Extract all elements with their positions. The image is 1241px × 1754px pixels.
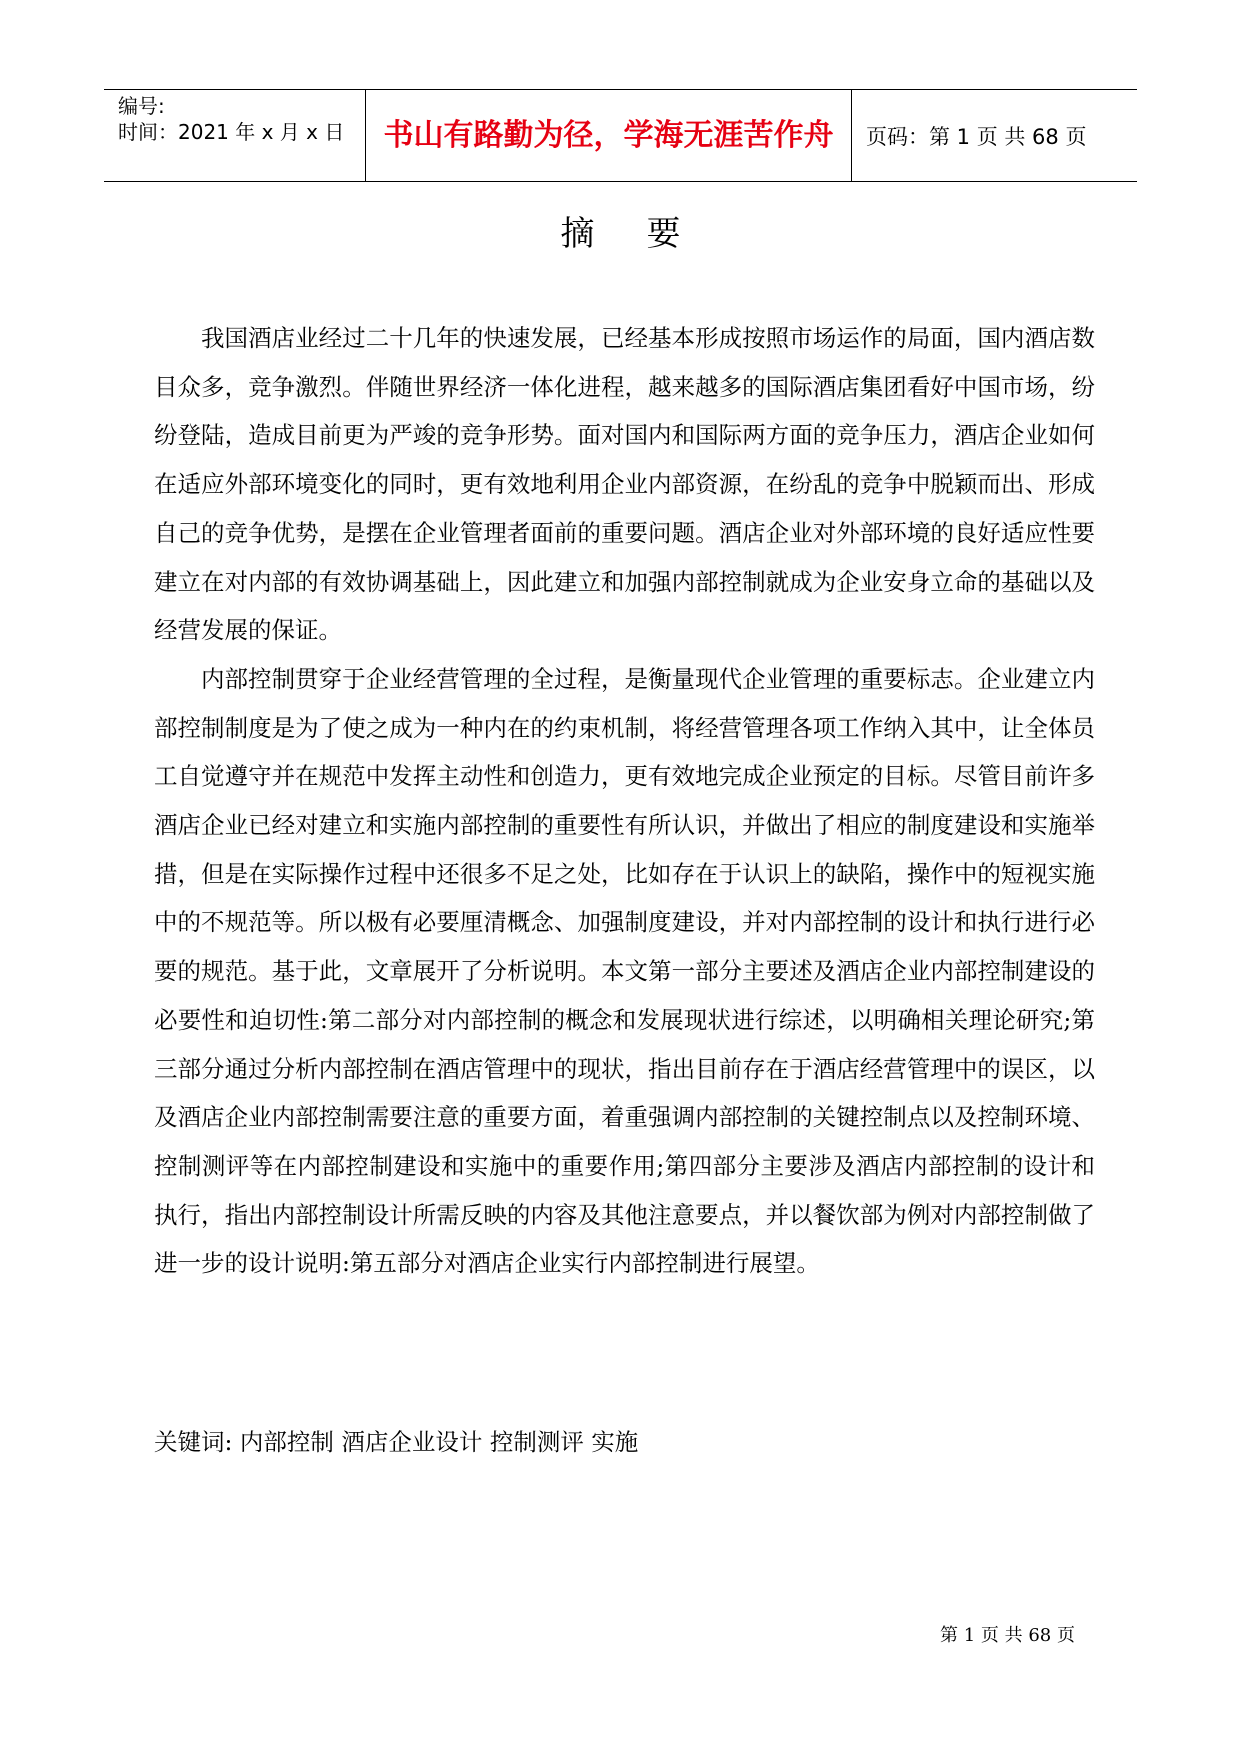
serial-number-label: 编号: xyxy=(118,94,165,118)
document-title: 摘要 xyxy=(560,214,733,254)
header-page-info: 页码：第 1 页 共 68 页 xyxy=(866,125,1087,149)
header-motto-cell xyxy=(366,90,852,181)
header-page-cell xyxy=(852,90,1137,181)
abstract-paragraph-1: 我国酒店业经过二十几年的快速发展，已经基本形成按照市场运作的局面，国内酒店数目众多，竞争激烈。伴随世界经济一体化进程，越来越多的国际酒店集团看好中国市场，纷纷登陆，造成目前更为严竣的竞争形势。面对国内和国际两方面的竞争压力，酒店企业如何在适应外部环境变化的同时，更有效地利用企业内部资源，在纷乱的竞争中脱颖而出、形成自己的竞争优势，是摆在企业管理者面前的重要问题。酒店企业对外部环境的良好适应性要建立在对内部的有效协调基础上，因此建立和加强内部控制就成为企业安身立命的基础以及经营发展的保证。 xyxy=(154,324,1095,645)
keywords-line: 关键词: 内部控制 酒店企业设计 控制测评 实施 xyxy=(154,1428,639,1456)
header-meta-cell xyxy=(104,90,366,181)
abstract-body xyxy=(154,314,1095,1288)
abstract-paragraph-2: 内部控制贯穿于企业经营管理的全过程，是衡量现代企业管理的重要标志。企业建立内部控制制度是为了使之成为一种内在的约束机制，将经营管理各项工作纳入其中，让全体员工自觉遵守并在规范中发挥主动性和创造力，更有效地完成企业预定的目标。尽管目前许多酒店企业已经对建立和实施内部控制的重要性有所认识，并做出了相应的制度建设和实施举措，但是在实际操作过程中还很多不足之处，比如存在于认识上的缺陷，操作中的短视实施中的不规范等。所以极有必要厘清概念、加强制度建设，并对内部控制的设计和执行进行必要的规范。基于此，文章展开了分析说明。本文第一部分主要述及酒店企业内部控制建设的必要性和迫切性:第二部分对内部控制的概念和发展现状进行综述，以明确相关理论研究;第三部分通过分析内部控制在酒店管理中的现状，指出目前存在于酒店经营管理中的误区，以及酒店企业内部控制需要注意的重要方面，着重强调内部控制的关键控制点以及控制环境、控制测评等在内部控制建设和实施中的重要作用;第四部分主要涉及酒店内部控制的设计和执行，指出内部控制设计所需反映的内容及其他注意要点，并以餐饮部为例对内部控制做了进一步的设计说明:第五部分对酒店企业实行内部控制进行展望。 xyxy=(154,664,1095,1278)
motto-text: 书山有路勤为径，学海无涯苦作舟 xyxy=(383,118,834,153)
date-label: 时间：2021 年 x 月 x 日 xyxy=(118,120,345,144)
page-footer-number: 第 1 页 共 68 页 xyxy=(940,1625,1075,1646)
page-header-table xyxy=(104,89,1137,182)
